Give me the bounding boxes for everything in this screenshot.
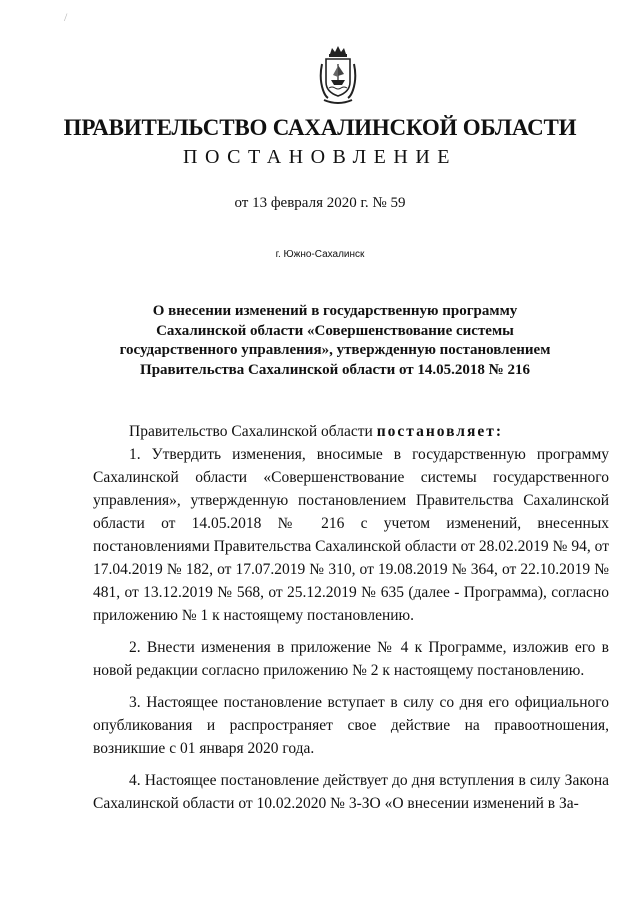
- paragraph-1: 1. Утвердить изменения, вносимые в государственную программу Сахалинской области «Совершенствование системы государственного управления», утвержденную постановлением Правительства Сахалинской области от 14.05.2018 № 216 с учетом изменений, внесенных постановлениями Правительства Сахалинской области от 28.02.2019 № 94, от 17.04.2019 № 182, от 17.07.2019 № 310, от 19.08.2019 № 364, от 22.10.2019 № 481, от 13.12.2019 № 568, от 25.12.2019 № 635 (далее - Программа), согласно приложению № 1 к настоящему постановлению.: [93, 446, 609, 624]
- paragraph-4: 4. Настоящее постановление действует до дня вступления в силу Закона Сахалинской области от 10.02.2020 № 3-ЗО «О внесении изменений в За-: [93, 772, 609, 812]
- document-body: [93, 420, 609, 815]
- paragraph-3: 3. Настоящее постановление вступает в силу со дня его официального опубликования и распространяет свое действие на правоотношения, возникшие с 01 января 2020 года.: [93, 694, 609, 757]
- subject-line: О внесении изменений в государственную программу: [152, 303, 518, 319]
- resolution-intro: [93, 420, 609, 443]
- subject-line: Сахалинской области «Совершенствование системы: [156, 322, 514, 339]
- subject-line: государственного управления», утвержденную постановлением: [119, 342, 551, 358]
- coat-of-arms-icon: [318, 44, 358, 108]
- organization-title: ПРАВИТЕЛЬСТВО САХАЛИНСКОЙ ОБЛАСТИ: [63, 115, 577, 140]
- paragraph-2: 2. Внести изменения в приложение № 4 к Программе, изложив его в новой редакции согласно приложению № 2 к настоящему постановлению.: [93, 639, 609, 679]
- document-subject: [100, 302, 570, 380]
- document-type: ПОСТАНОВЛЕНИЕ: [183, 146, 457, 168]
- intro-text: Правительство Сахалинской области: [129, 423, 377, 440]
- issue-city: г. Южно-Сахалинск: [275, 249, 365, 260]
- subject-line: Правительства Сахалинской области от 14.05.2018 № 216: [140, 361, 530, 378]
- intro-emphasis: постановляет:: [376, 423, 504, 440]
- document-date-number: от 13 февраля 2020 г. № 59: [234, 195, 406, 211]
- scan-mark: /: [64, 10, 68, 24]
